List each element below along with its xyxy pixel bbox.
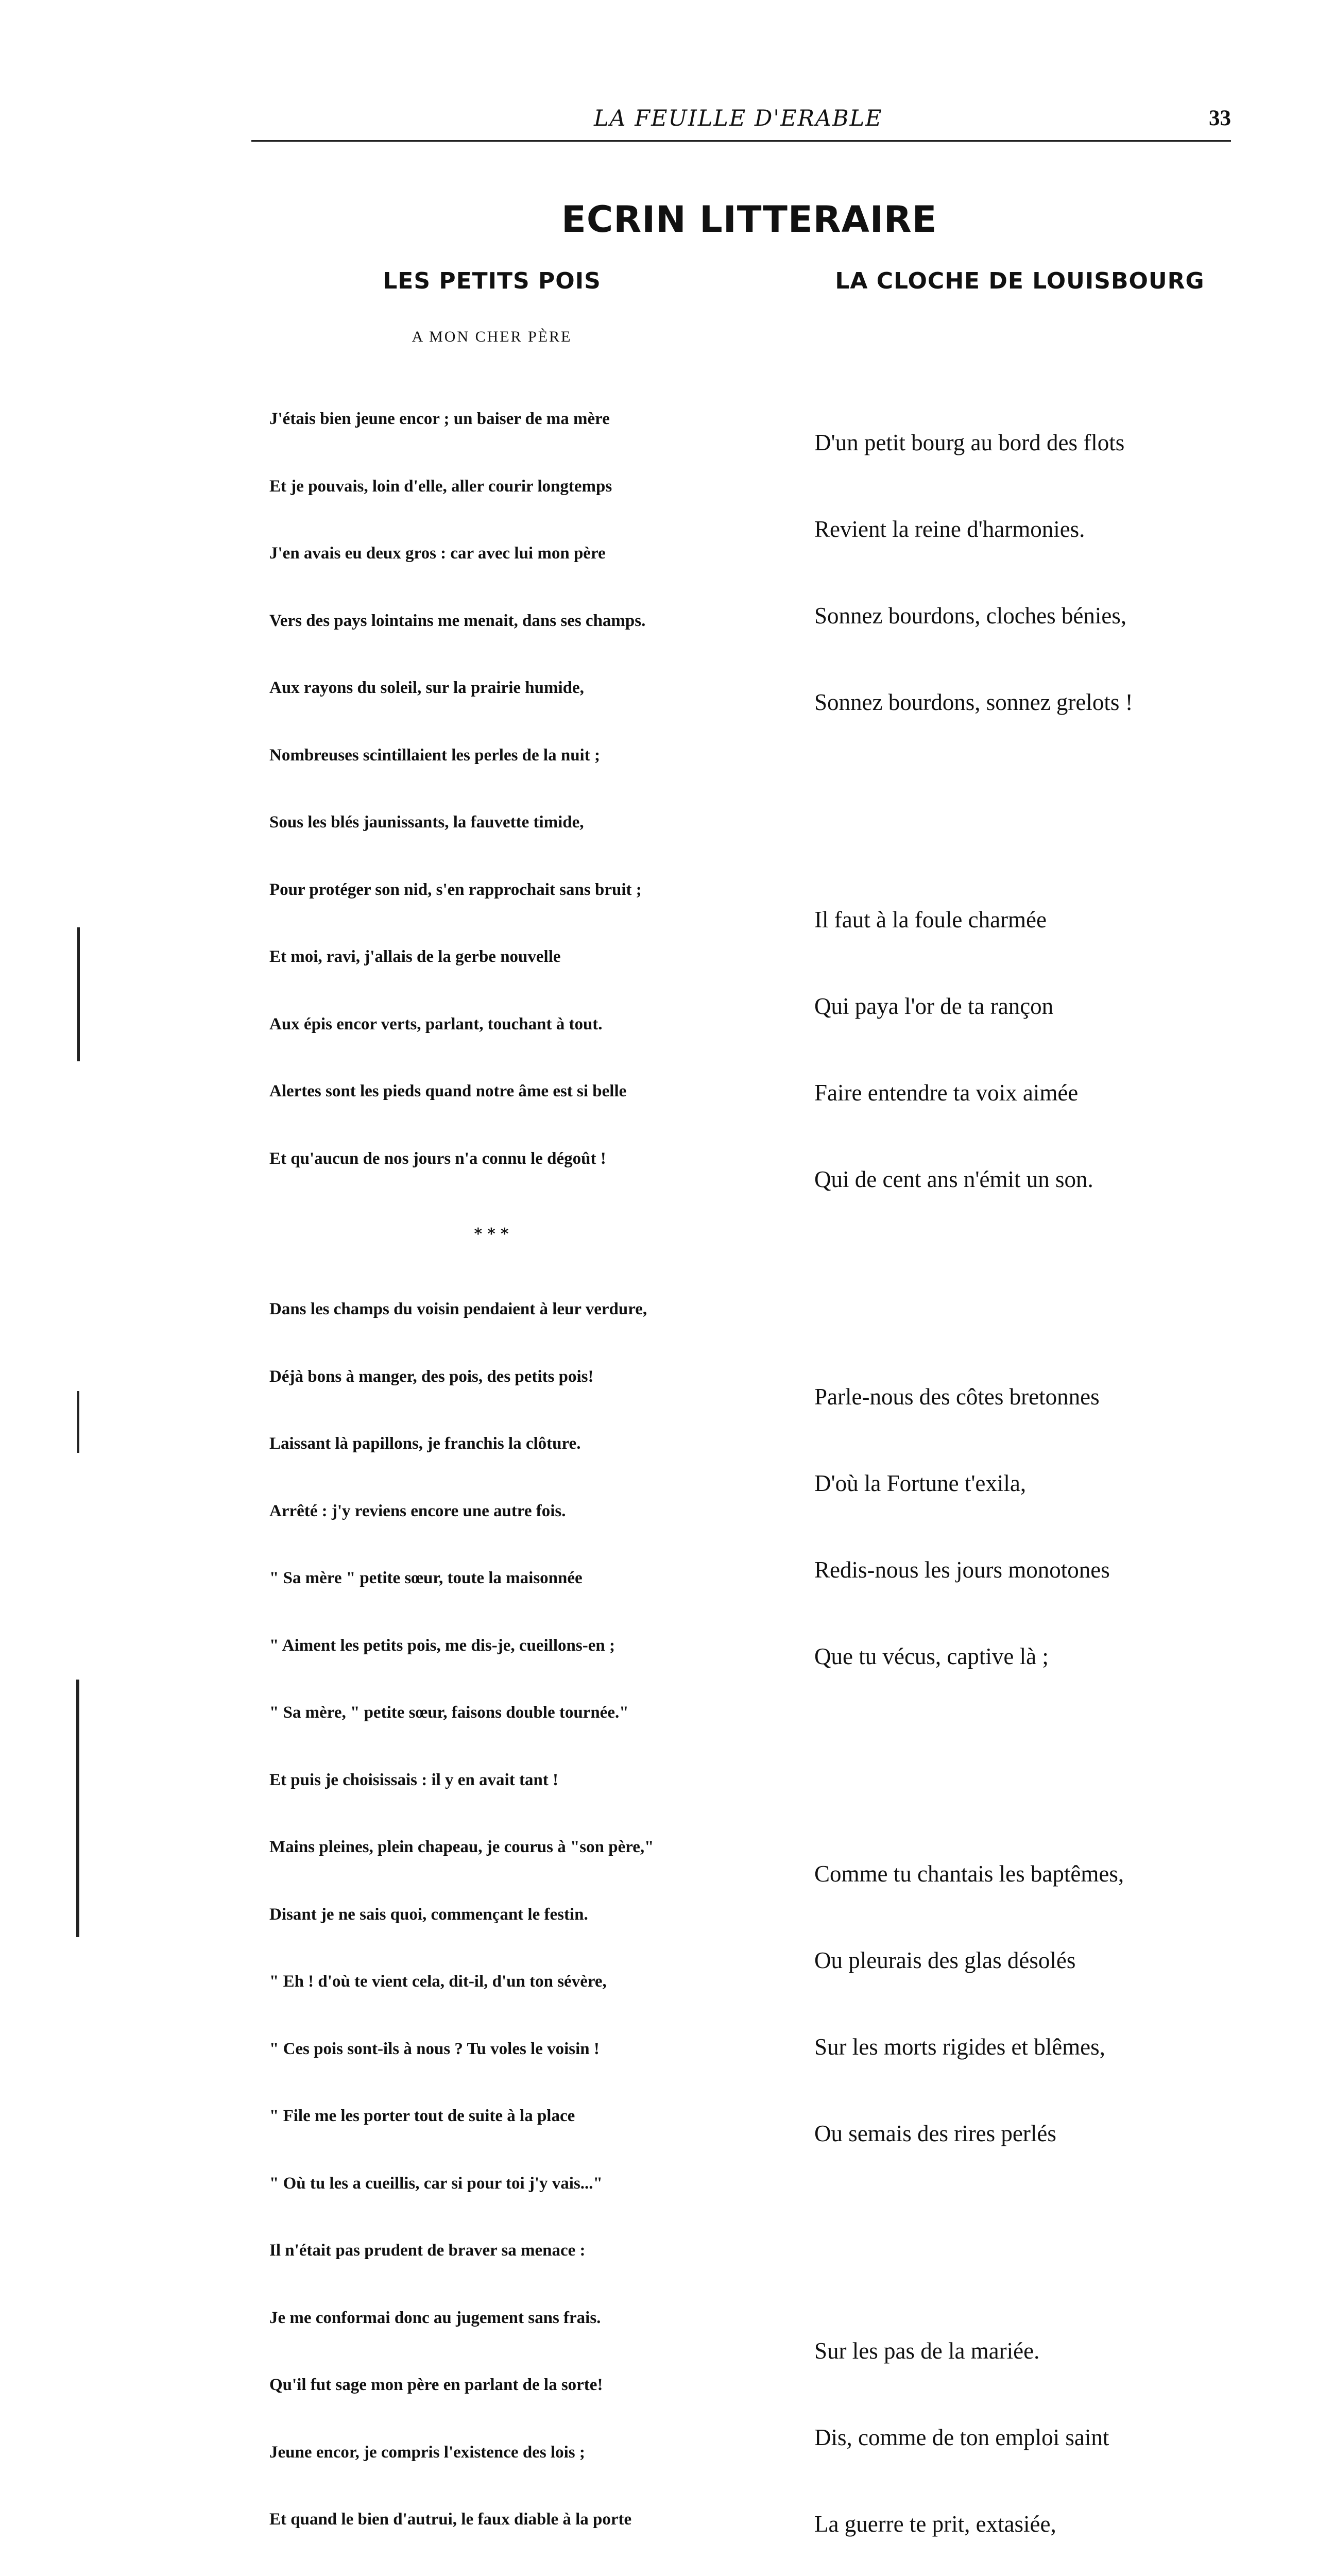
verse-line: Dans les champs du voisin pendaient à leur verdure, <box>269 1298 742 1321</box>
verse-line: Arrêté : j'y reviens encore une autre fois. <box>269 1500 742 1523</box>
verse-line: " File me les porter tout de suite à la place <box>269 2105 742 2128</box>
page-number: 33 <box>1209 106 1231 131</box>
right-column <box>762 268 1257 2576</box>
margin-binding-line <box>77 1391 79 1453</box>
margin-binding-line <box>77 927 80 1061</box>
stanza <box>814 1325 1257 1728</box>
verse-line: Parle-nous des côtes bretonnes <box>814 1382 1257 1411</box>
verse-line: Et quand le bien d'autrui, le faux diable à la porte <box>269 2509 742 2531</box>
verse-line: D'un petit bourg au bord des flots <box>814 428 1257 457</box>
verse-line: Aux rayons du soleil, sur la prairie humide, <box>269 677 742 700</box>
verse-line: Nombreuses scintillaient les perles de la nuit ; <box>269 744 742 767</box>
poem-petits-pois-stanza-1 <box>269 363 742 1215</box>
verse-line: Sur les morts rigides et blêmes, <box>814 2032 1257 2061</box>
verse-line: " Sa mère " petite sœur, toute la maisonnée <box>269 1567 742 1590</box>
verse-line: Qui de cent ans n'émit un son. <box>814 1165 1257 1194</box>
verse-line: J'en avais eu deux gros : car avec lui mon père <box>269 543 742 565</box>
verse-line: Comme tu chantais les baptêmes, <box>814 1859 1257 1888</box>
verse-line: Déjà bons à manger, des pois, des petits pois! <box>269 1366 742 1388</box>
verse-line: Et puis je choisissais : il y en avait tant ! <box>269 1769 742 1792</box>
margin-binding-line <box>76 1680 79 1937</box>
verse-line: Ou pleurais des glas désolés <box>814 1946 1257 1975</box>
stanza <box>814 848 1257 1251</box>
stanza-separator: * * * <box>242 1225 742 1243</box>
verse-line: Sonnez bourdons, cloches bénies, <box>814 601 1257 630</box>
verse-line: " Eh ! d'où te vient cela, dit-il, d'un ton sévère, <box>269 1971 742 1993</box>
verse-line: Sur les pas de la mariée. <box>814 2336 1257 2365</box>
verse-line: Et qu'aucun de nos jours n'a connu le dégoût ! <box>269 1148 742 1171</box>
verse-line: Ou semais des rires perlés <box>814 2119 1257 2148</box>
verse-line: Et moi, ravi, j'allais de la gerbe nouvelle <box>269 946 742 969</box>
verse-line: Sous les blés jaunissants, la fauvette timide, <box>269 811 742 834</box>
verse-line: Il faut à la foule charmée <box>814 905 1257 934</box>
verse-line: Dis, comme de ton emploi saint <box>814 2423 1257 2452</box>
verse-line: Sonnez bourdons, sonnez grelots ! <box>814 688 1257 717</box>
poem-title-petits-pois: LES PETITS POIS <box>242 268 742 294</box>
running-header <box>251 106 1231 138</box>
verse-line: Aux épis encor verts, parlant, touchant à tout. <box>269 1013 742 1036</box>
verse-line: " Sa mère, " petite sœur, faisons double tournée." <box>269 1702 742 1724</box>
verse-line: Qu'il fut sage mon père en parlant de la sorte! <box>269 2374 742 2397</box>
left-column <box>242 268 742 2576</box>
verse-line: J'étais bien jeune encor ; un baiser de ma mère <box>269 408 742 431</box>
stanza <box>814 370 1257 774</box>
journal-title: LA FEUILLE D'ERABLE <box>594 106 883 131</box>
poem-petits-pois-stanza-2 <box>269 1253 742 2576</box>
verse-line: Il n'était pas prudent de braver sa menace : <box>269 2240 742 2262</box>
header-rule <box>251 140 1231 142</box>
section-title: ECRIN LITTERAIRE <box>561 198 937 241</box>
verse-line: Redis-nous les jours monotones <box>814 1555 1257 1584</box>
verse-line: Revient la reine d'harmonies. <box>814 515 1257 544</box>
verse-line: Pour protéger son nid, s'en rapprochait sans bruit ; <box>269 879 742 902</box>
stanza <box>814 1802 1257 2206</box>
dedication: A MON CHER PÈRE <box>242 328 742 346</box>
verse-line: Disant je ne sais quoi, commençant le festin. <box>269 1904 742 1926</box>
verse-line: Qui paya l'or de ta rançon <box>814 992 1257 1021</box>
verse-line: " Ces pois sont-ils à nous ? Tu voles le voisin ! <box>269 2038 742 2061</box>
verse-line: Alertes sont les pieds quand notre âme est si belle <box>269 1080 742 1103</box>
poem-title-cloche: LA CLOCHE DE LOUISBOURG <box>783 268 1257 294</box>
verse-line: " Aiment les petits pois, me dis-je, cueillons-en ; <box>269 1635 742 1657</box>
verse-line: Vers des pays lointains me menait, dans ses champs. <box>269 610 742 633</box>
verse-line: Jeune encor, je compris l'existence des lois ; <box>269 2442 742 2464</box>
stanza <box>814 2279 1257 2576</box>
verse-line: Que tu vécus, captive là ; <box>814 1642 1257 1671</box>
poem-cloche <box>814 313 1257 2576</box>
verse-line: " Où tu les a cueillis, car si pour toi j'y vais..." <box>269 2173 742 2195</box>
verse-line: Je me conformai donc au jugement sans frais. <box>269 2307 742 2330</box>
verse-line: Mains pleines, plein chapeau, je courus à "son père," <box>269 1836 742 1859</box>
verse-line: Laissant là papillons, je franchis la clôture. <box>269 1433 742 1455</box>
verse-line: Et je pouvais, loin d'elle, aller courir longtemps <box>269 476 742 498</box>
verse-line: D'où la Fortune t'exila, <box>814 1469 1257 1498</box>
verse-line: Faire entendre ta voix aimée <box>814 1078 1257 1107</box>
verse-line: La guerre te prit, extasiée, <box>814 2510 1257 2538</box>
